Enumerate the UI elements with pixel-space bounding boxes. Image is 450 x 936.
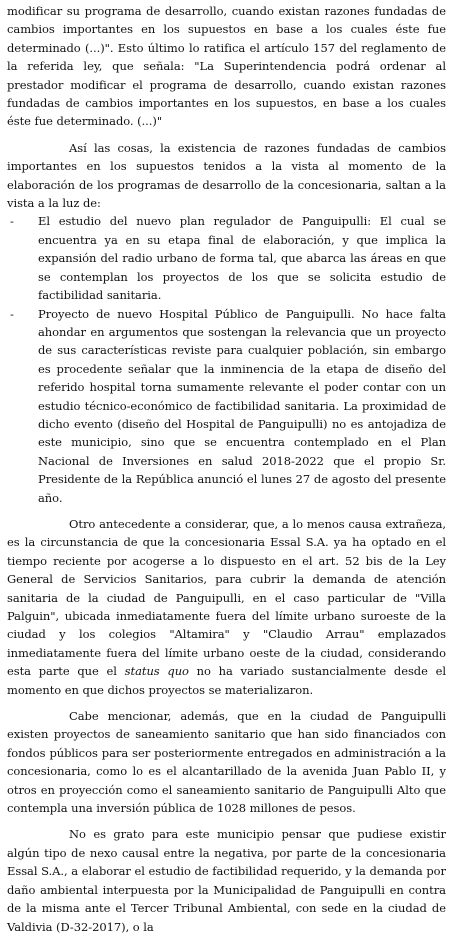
list-item-text: Proyecto de nuevo Hospital Público de Panguipulli. No hace falta ahondar en argumentos que sostengan la relevancia que un proyecto de sus características reviste para cualquier población, sin embargo es procedente señalar que la inminencia de la etapa de diseño del referido hospital torna sumamente relevante el poder contar con un estudio técnico-económico de factibilidad sanitaria. La proximidad de dicho evento (diseño del Hospital de Panguipulli) no es antojadiza de este municipio, sino que se encuentra contemplado en el Plan Nacional de Inversiones en salud 2018-2022 que el propio Sr. Presidente de la República anunció el lunes 27 de agosto del presente año. [38,306,446,505]
paragraph-causal-link: No es grato para este municipio pensar que pudiese existir algún tipo de nexo causal entre la negativa, por parte de la concesionaria Essal S.A., a elaborar el estudio de factibilidad requerido, y la demanda por daño ambiental interpuesta por la Municipalidad de Panguipulli en contra de la misma ante el Tercer Tribunal Ambiental, con sede en la ciudad de Valdivia (D-32-2017), o la [7,827,446,934]
italic-text: status quo [124,664,189,679]
paragraph-public-projects: Cabe mencionar, además, que en la ciudad de Panguipulli existen proyectos de saneamiento sanitario que han sido financiados con fondos públicos para ser posteriormente entregados en administración a la concesionaria, como lo es el alcantarillado de la avenida Juan Pablo II, y otros en proyección como el saneamiento sanitario de Panguipulli Alto que contempla una inversión pública de 1028 millones de pesos. [7,709,446,816]
paragraph-continuation: modificar su programa de desarrollo, cuando existan razones fundadas de cambios importantes en los supuestos en base a los cuales éste fue determinado (...)". Esto último lo ratifica el artículo 157 del reglamento de la referida ley, que señala: "La Superintendencia podrá ordenar al prestador modificar el programa de desarrollo, cuando existan razones fundadas de cambios importantes en los supuestos, en base a los cuales éste fue determinado. (...)" [7,4,446,129]
paragraph-text: no ha variado sustancialmente desde el momento en que dichos proyectos se materializaron. [7,664,446,697]
bullet-dash: - [10,306,14,321]
paragraph-essal-precedent [7,515,446,699]
paragraph-text: Otro antecedente a considerar, que, a lo menos causa extrañeza, es la circunstancia de que la concesionaria Essal S.A. ya ha optado en el tiempo reciente por acogerse a lo dispuesto en el art. 52 bis de la Ley General de Servicios Sanitarios, para cubrir la demanda de atención sanitaria de la ciudad de Panguipulli, en el caso particular de "Villa Palguin", ubicada inmediatamente fuera del límite urbano suroeste de la ciudad y los colegios "Altamira" y "Claudio Arrau" emplazados inmediatamente fuera del límite urbano oeste de la ciudad, considerando esta parte que el [7,516,446,679]
list-item-hospital [7,305,446,507]
bullet-dash: - [10,214,14,229]
reasons-list [7,212,446,507]
list-item-text: El estudio del nuevo plan regulador de Panguipulli: El cual se encuentra ya en su etapa final de elaboración, y que implica la expansión del radio urbano de forma tal, que abarca las áreas en que se contemplan los proyectos de los que se solicita estudio de factibilidad sanitaria. [38,214,446,303]
paragraph-reasons: Así las cosas, la existencia de razones fundadas de cambios importantes en los supuestos tenidos a la vista al momento de la elaboración de los programas de desarrollo de la concesionaria, saltan a la vista a la luz de: [7,140,446,211]
list-item-plan-regulador [7,212,446,304]
